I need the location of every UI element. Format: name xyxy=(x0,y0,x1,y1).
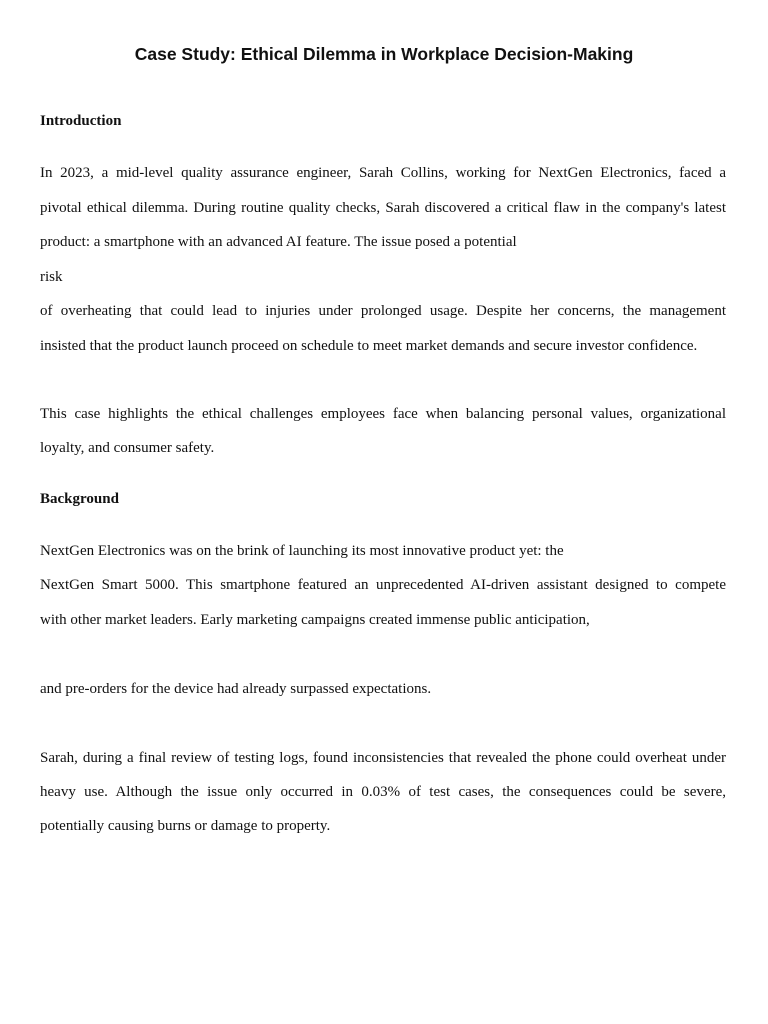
intro-paragraph-line: This case highlights the ethical challenges employees face when balancing personal values, organizational xyxy=(40,406,726,422)
intro-paragraph-line: pivotal ethical dilemma. During routine quality checks, Sarah discovered a critical flaw in the company's latest xyxy=(40,200,726,216)
background-paragraph-line: NextGen Electronics was on the brink of launching its most innovative product yet: the xyxy=(40,543,564,559)
intro-paragraph-line: product: a smartphone with an advanced AI feature. The issue posed a potential xyxy=(40,234,517,250)
intro-paragraph-line: risk xyxy=(40,269,63,285)
intro-paragraph-line: of overheating that could lead to injuries under prolonged usage. Despite her concerns, the management xyxy=(40,303,726,319)
background-paragraph-line: NextGen Smart 5000. This smartphone featured an unprecedented AI-driven assistant designed to compete xyxy=(40,577,726,593)
background-paragraph-line: and pre-orders for the device had already surpassed expectations. xyxy=(40,681,432,697)
intro-paragraph-line: loyalty, and consumer safety. xyxy=(40,440,215,456)
intro-paragraph-line: insisted that the product launch proceed on schedule to meet market demands and secure investor confidence. xyxy=(40,338,698,354)
background-paragraph-line: heavy use. Although the issue only occurred in 0.03% of test cases, the consequences could be severe, xyxy=(40,784,726,800)
background-paragraph-line: Sarah, during a final review of testing logs, found inconsistencies that revealed the phone could overheat under xyxy=(40,750,726,766)
section-heading-background: Background xyxy=(40,491,119,507)
document-title: Case Study: Ethical Dilemma in Workplace Decision-Making xyxy=(134,44,634,64)
intro-paragraph-line: In 2023, a mid-level quality assurance engineer, Sarah Collins, working for NextGen Electronics, faced a xyxy=(40,165,726,181)
section-heading-introduction: Introduction xyxy=(40,113,122,129)
background-paragraph-line: with other market leaders. Early marketing campaigns created immense public anticipation, xyxy=(40,612,590,628)
background-paragraph-line: potentially causing burns or damage to property. xyxy=(40,818,331,834)
